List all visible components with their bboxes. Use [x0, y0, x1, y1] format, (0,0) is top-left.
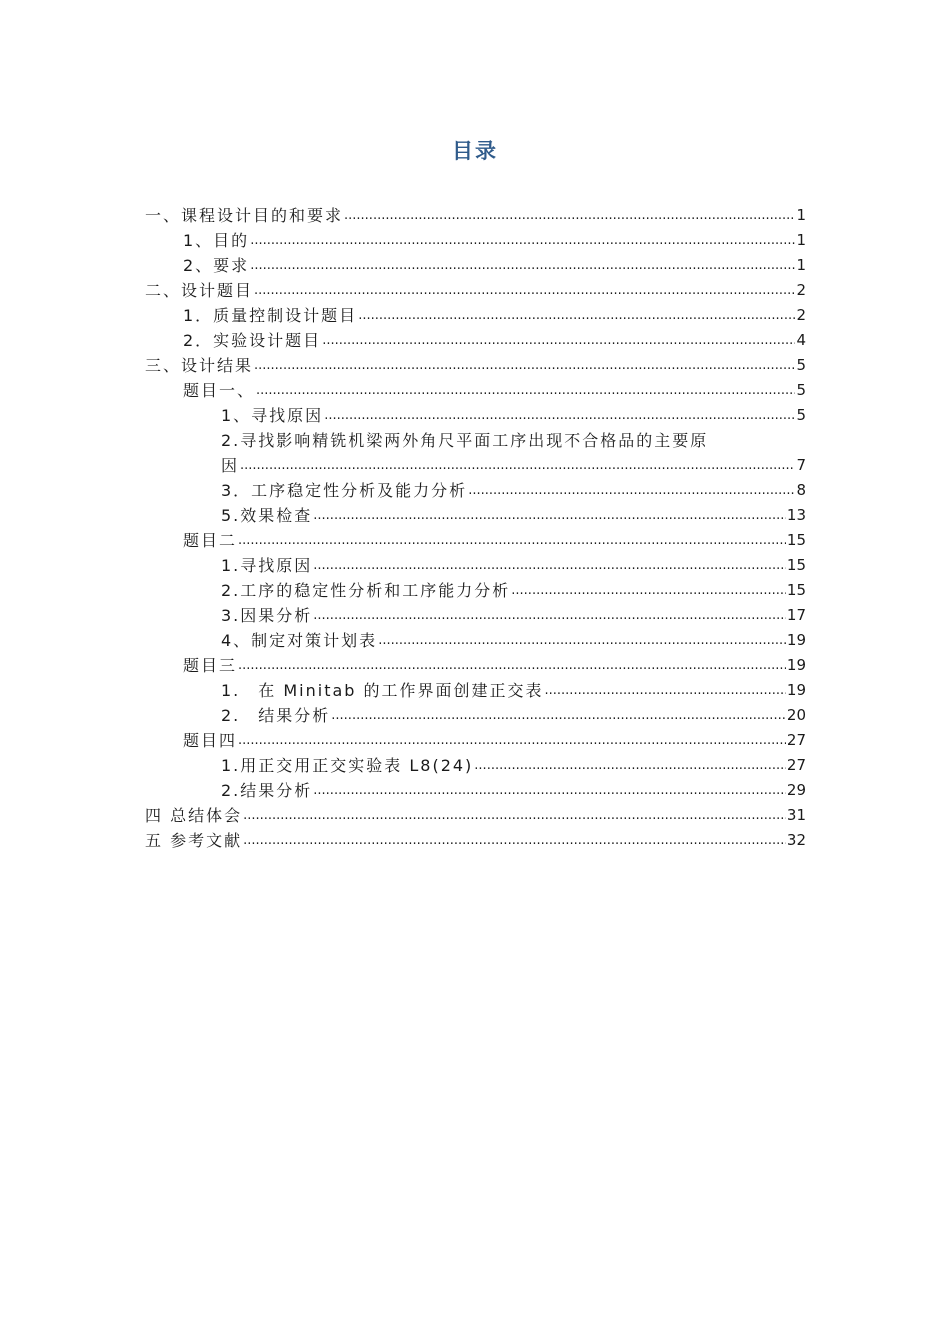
dot-leader: [474, 753, 786, 778]
toc-entry[interactable]: [145, 728, 806, 753]
toc-entry[interactable]: [145, 353, 806, 378]
toc-entry-page: 2: [796, 281, 806, 299]
dot-leader: [322, 328, 795, 353]
toc-entry-page: 15: [786, 581, 806, 599]
toc-entry[interactable]: [145, 553, 806, 578]
toc-title: 目录: [452, 139, 498, 163]
toc-entry-page: 8: [796, 481, 806, 499]
dot-leader: [313, 553, 786, 578]
dot-leader: [250, 253, 795, 278]
toc-entry-page: 4: [796, 331, 806, 349]
toc-entry[interactable]: [145, 253, 806, 278]
toc-entry[interactable]: [145, 378, 806, 403]
toc-entry-label: 2、要求: [183, 256, 250, 275]
toc-entry-page: 32: [786, 831, 806, 849]
dot-leader: [313, 778, 786, 803]
toc-entry[interactable]: [145, 603, 806, 628]
toc-entry-page: 17: [786, 606, 806, 624]
toc-entry-label: 2. 结果分析: [221, 706, 331, 725]
toc-entry-page: 15: [786, 531, 806, 549]
toc-entry-page: 19: [786, 656, 806, 674]
toc-entry-label: 2．实验设计题目: [183, 331, 322, 350]
toc-entry-label: 2.结果分析: [221, 781, 313, 800]
toc-entry[interactable]: [145, 828, 806, 853]
dot-leader: [545, 678, 786, 703]
toc-entry-label: 2.工序的稳定性分析和工序能力分析: [221, 581, 511, 600]
dot-leader: [331, 703, 786, 728]
toc-entry-label: 三、设计结果: [145, 356, 254, 375]
toc-entry-page: 29: [786, 781, 806, 799]
dot-leader: [324, 403, 795, 428]
dot-leader: [344, 203, 795, 228]
toc-entry-label: 1. 在 Minitab 的工作界面创建正交表: [221, 681, 544, 700]
toc-entry[interactable]: [145, 453, 806, 478]
toc-entry-label: 1、寻找原因: [221, 406, 324, 425]
toc-entry-label: 1.用正交用正交实验表 L8(24): [221, 756, 474, 775]
dot-leader: [313, 603, 786, 628]
toc-entry-page: 2: [796, 306, 806, 324]
toc-entry[interactable]: [145, 503, 806, 528]
toc-entry-label: 二、设计题目: [145, 281, 254, 300]
toc-entry-label: 1.寻找原因: [221, 556, 313, 575]
toc-entry[interactable]: [145, 578, 806, 603]
toc-entry-page: 5: [796, 406, 806, 424]
toc-entry-page: 27: [786, 756, 806, 774]
toc-entry[interactable]: [145, 678, 806, 703]
toc-entry-page: 19: [786, 631, 806, 649]
toc-entry-label: 题目二: [183, 531, 238, 550]
toc-entry-label: 3.因果分析: [221, 606, 313, 625]
toc-entry-label: 1．质量控制设计题目: [183, 306, 358, 325]
toc-entry[interactable]: [145, 528, 806, 553]
toc-entry-label: 题目三: [183, 656, 238, 675]
toc-entry-page: 1: [796, 231, 806, 249]
toc-entry[interactable]: [145, 778, 806, 803]
toc-entry-page: 13: [786, 506, 806, 524]
dot-leader: [511, 578, 786, 603]
table-of-contents: [145, 203, 806, 853]
dot-leader: [238, 653, 786, 678]
dot-leader: [240, 453, 795, 478]
toc-entry-page: 20: [786, 706, 806, 724]
dot-leader: [243, 803, 786, 828]
toc-entry-label: 题目一、: [183, 381, 256, 400]
toc-entry-page: 1: [796, 206, 806, 224]
dot-leader: [313, 503, 786, 528]
toc-entry[interactable]: [145, 403, 806, 428]
toc-entry-label: 因: [221, 456, 240, 475]
toc-entry-label: 3．工序稳定性分析及能力分析: [221, 481, 468, 500]
toc-entry-page: 5: [796, 381, 806, 399]
toc-entry[interactable]: [145, 203, 806, 228]
dot-leader: [358, 303, 795, 328]
toc-entry[interactable]: [145, 753, 806, 778]
dot-leader: [238, 528, 786, 553]
toc-entry-label: 一、课程设计目的和要求: [145, 206, 344, 225]
toc-entry[interactable]: [145, 803, 806, 828]
dot-leader: [256, 378, 795, 403]
toc-entry-label-line1[interactable]: 2.寻找影响精铣机梁两外角尺平面工序出现不合格品的主要原: [221, 431, 709, 450]
toc-entry[interactable]: [145, 703, 806, 728]
toc-entry-label: 1、目的: [183, 231, 250, 250]
dot-leader: [468, 478, 795, 503]
toc-entry-label: 5.效果检查: [221, 506, 313, 525]
toc-entry-page: 31: [786, 806, 806, 824]
dot-leader: [238, 728, 786, 753]
toc-entry-label: 4、制定对策计划表: [221, 631, 378, 650]
toc-entry-page: 15: [786, 556, 806, 574]
dot-leader: [378, 628, 786, 653]
toc-entry-label: 四 总结体会: [145, 806, 243, 825]
toc-entry[interactable]: [145, 328, 806, 353]
toc-entry-page: 19: [786, 681, 806, 699]
toc-entry[interactable]: [145, 228, 806, 253]
toc-entry-page: 7: [796, 456, 806, 474]
toc-entry-label: 题目四: [183, 731, 238, 750]
dot-leader: [254, 353, 795, 378]
toc-entry[interactable]: [145, 478, 806, 503]
toc-entry[interactable]: [145, 278, 806, 303]
toc-entry[interactable]: [145, 653, 806, 678]
toc-entry[interactable]: [145, 303, 806, 328]
dot-leader: [254, 278, 795, 303]
dot-leader: [243, 828, 786, 853]
toc-entry-label: 五 参考文献: [145, 831, 243, 850]
toc-entry[interactable]: [145, 628, 806, 653]
toc-entry-page: 27: [786, 731, 806, 749]
dot-leader: [250, 228, 795, 253]
toc-entry-page: 5: [796, 356, 806, 374]
toc-entry-page: 1: [796, 256, 806, 274]
